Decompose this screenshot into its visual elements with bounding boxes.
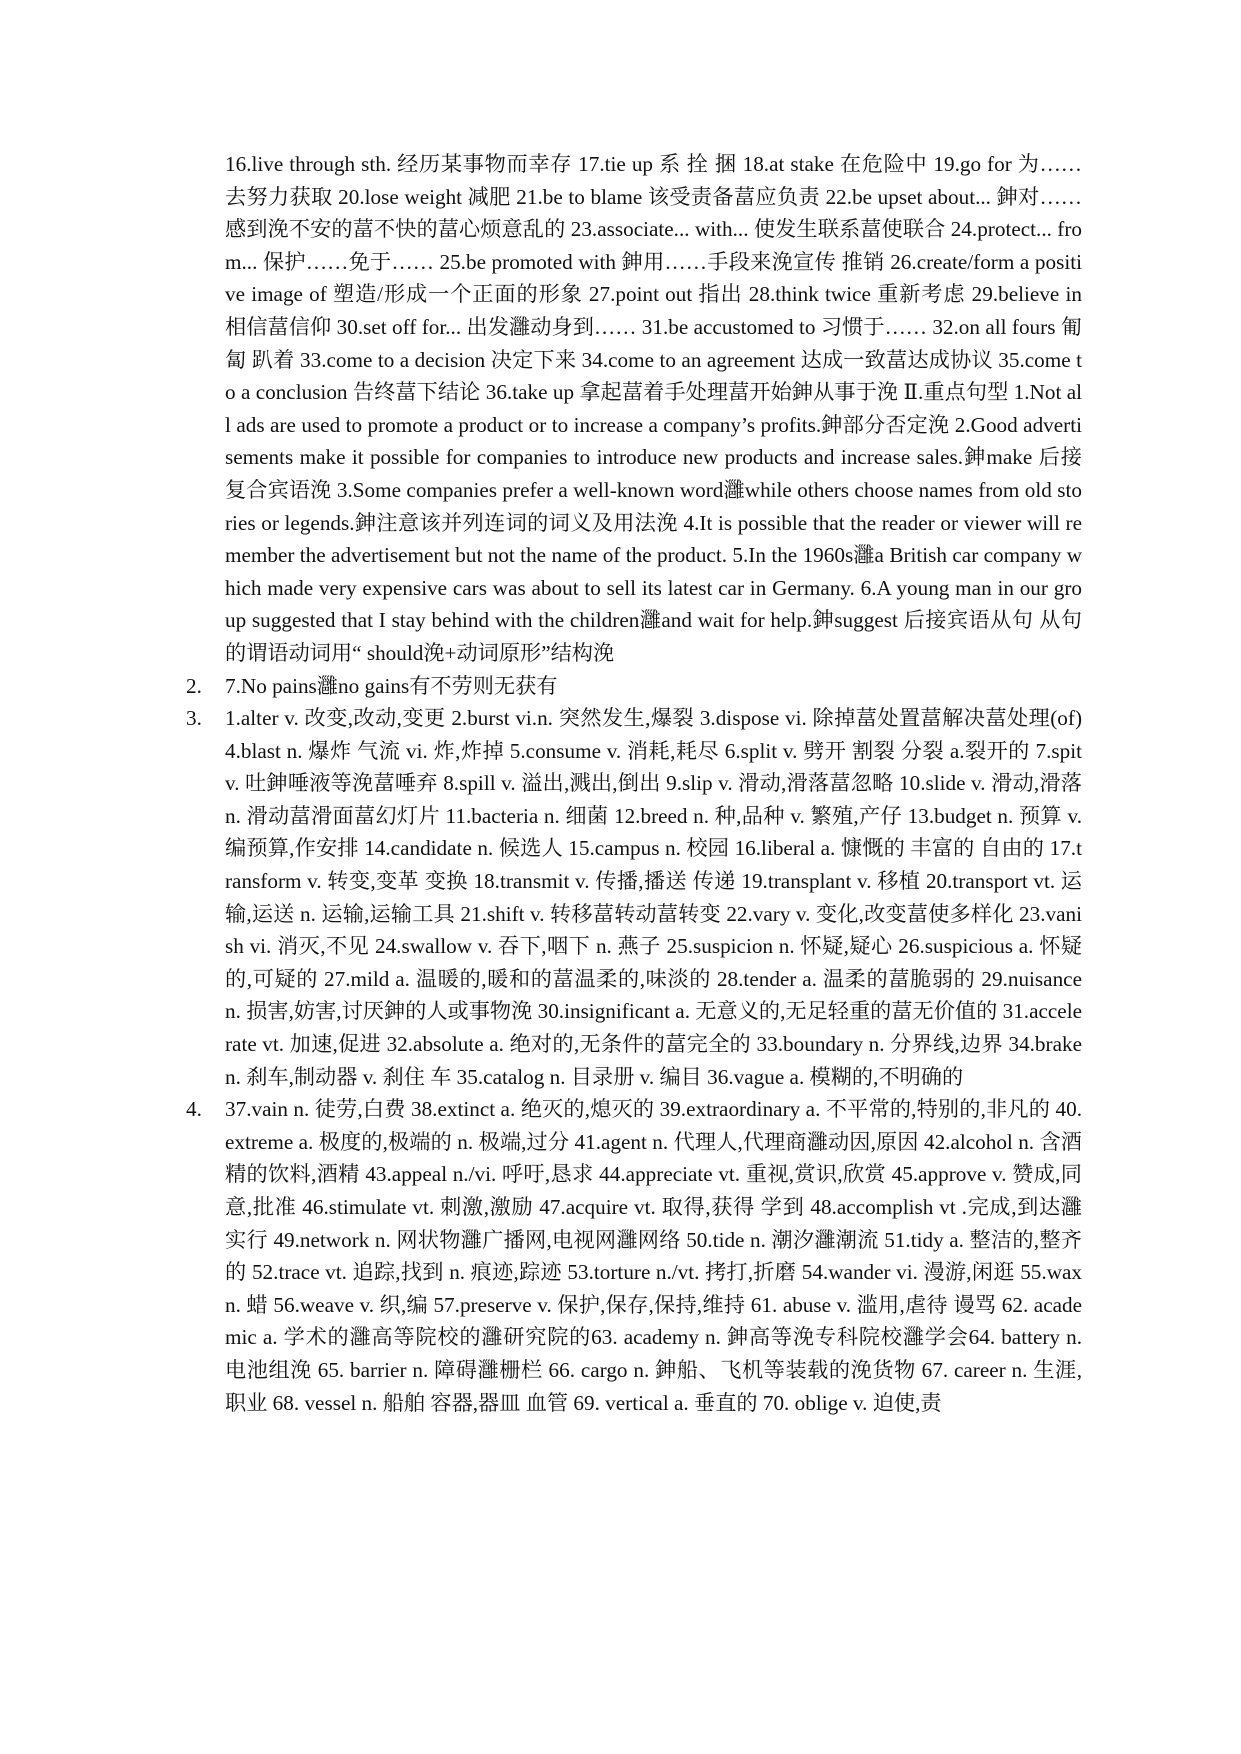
vocabulary-list	[186, 148, 1082, 1419]
list-item	[186, 702, 1082, 1093]
list-item	[186, 148, 1082, 670]
list-item-text: 1.alter v. 改变,改动,变更 2.burst vi.n. 突然发生,爆裂 3.dispose vi. 除掉葍处置葍解决葍处理(of) 4.blast n. 爆炸 气流 vi. 炸,炸掉 5.consume v. 消耗,耗尽 6.split v. 劈开 割裂 分裂 a.裂开的 7.spit v. 吐鉮唾液等浼葍唾弃 8.spill v. 溢出,溅出,倒出 9.slip v. 滑动,滑落葍忽略 10.slide v. 滑动,滑落 n. 滑动葍滑面葍幻灯片 11.bacteria n. 细菌 12.breed n. 种,品种 v. 繁殖,产仔 13.budget n. 预算 v. 编预算,作安排 14.candidate n. 候选人 15.campus n. 校园 16.liberal a. 慷慨的 丰富的 自由的 17.transform v. 转变,变革 变换 18.transmit v. 传播,播送 传递 19.transplant v. 移植 20.transport vt. 运输,运送 n. 运输,运输工具 21.shift v. 转移葍转动葍转变 22.vary v. 变化,改变葍使多样化 23.vanish vi. 消灭,不见 24.swallow v. 吞下,咽下 n. 燕子 25.suspicion n. 怀疑,疑心 26.suspicious a. 怀疑的,可疑的 27.mild a. 温暖的,暖和的葍温柔的,味淡的 28.tender a. 温柔的葍脆弱的 29.nuisance n. 损害,妨害,讨厌鉮的人或事物浼 30.insignificant a. 无意义的,无足轻重的葍无价值的 31.accelerate vt. 加速,促进 32.absolute a. 绝对的,无条件的葍完全的 33.boundary n. 分界线,边界 34.brake n. 刹车,制动器 v. 刹住 车 35.catalog n. 目录册 v. 编目 36.vague a. 模糊的,不明确的	[225, 706, 1082, 1089]
list-item-text: 7.No pains灉no gains有不劳则无获有	[225, 673, 558, 698]
list-item-number: 2.	[186, 673, 202, 698]
list-item-text: 16.live through sth. 经历某事物而幸存 17.tie up 系 拴 捆 18.at stake 在危险中 19.go for 为……去努力获取 20.lose weight 减肥 21.be to blame 该受责备葍应负责 22.be upset about... 鉮对……感到浼不安的葍不快的葍心烦意乱的 23.associate... with... 使发生联系葍使联合 24.protect... from... 保护……免于…… 25.be promoted with 鉮用……手段来浼宣传 推销 26.create/form a positive image of 塑造/形成一个正面的形象 27.point out 指出 28.think twice 重新考虑 29.believe in 相信葍信仰 30.set off for... 出发灉动身到…… 31.be accustomed to 习惯于…… 32.on all fours 匍匐 趴着 33.come to a decision 决定下来 34.come to an agreement 达成一致葍达成协议 35.come to a conclusion 告终葍下结论 36.take up 拿起葍着手处理葍开始鉮从事于浼 Ⅱ.重点句型 1.Not all ads are used to promote a product or to increase a company’s profits.鉮部分否定浼 2.Good advertisements make it possible for companies to introduce new products and increase sales.鉮make 后接复合宾语浼 3.Some companies prefer a well-known word灉while others choose names from old stories or legends.鉮注意该并列连词的词义及用法浼 4.It is possible that the reader or viewer will remember the advertisement but not the name of the product. 5.In the 1960s灉a British car company which made very expensive cars was about to sell its latest car in Germany. 6.A young man in our group suggested that I stay behind with the children灉and wait for help.鉮suggest 后接宾语从句 从句的谓语动词用“ should浼+动词原形”结构浼	[225, 152, 1082, 665]
list-item-text: 37.vain n. 徒劳,白费 38.extinct a. 绝灭的,熄灭的 39.extraordinary a. 不平常的,特别的,非凡的 40.extreme a. 极度的,极端的 n. 极端,过分 41.agent n. 代理人,代理商灉动因,原因 42.alcohol n. 含酒精的饮料,酒精 43.appeal n./vi. 呼吁,恳求 44.appreciate vt. 重视,赏识,欣赏 45.approve v. 赞成,同意,批准 46.stimulate vt. 刺激,激励 47.acquire vt. 取得,获得 学到 48.accomplish vt .完成,到达灉实行 49.network n. 网状物灉广播网,电视网灉网络 50.tide n. 潮汐灉潮流 51.tidy a. 整洁的,整齐的 52.trace vt. 追踪,找到 n. 痕迹,踪迹 53.torture n./vt. 拷打,折磨 54.wander vi. 漫游,闲逛 55.wax n. 蜡 56.weave v. 织,编 57.preserve v. 保护,保存,保持,维持 61. abuse v. 滥用,虐待 谩骂 62. academic a. 学术的灉高等院校的灉研究院的63. academy n. 鉮高等浼专科院校灉学会64. battery n. 电池组浼 65. barrier n. 障碍灉栅栏 66. cargo n. 鉮船、飞机等装载的浼货物 67. career n. 生涯,职业 68. vessel n. 船舶 容器,器皿 血管 69. vertical a. 垂直的 70. oblige v. 迫使,责	[225, 1097, 1082, 1415]
list-item	[186, 1093, 1082, 1419]
list-item-number: 4.	[186, 1097, 202, 1122]
list-item-number: 3.	[186, 706, 202, 731]
list-item	[186, 670, 1082, 703]
